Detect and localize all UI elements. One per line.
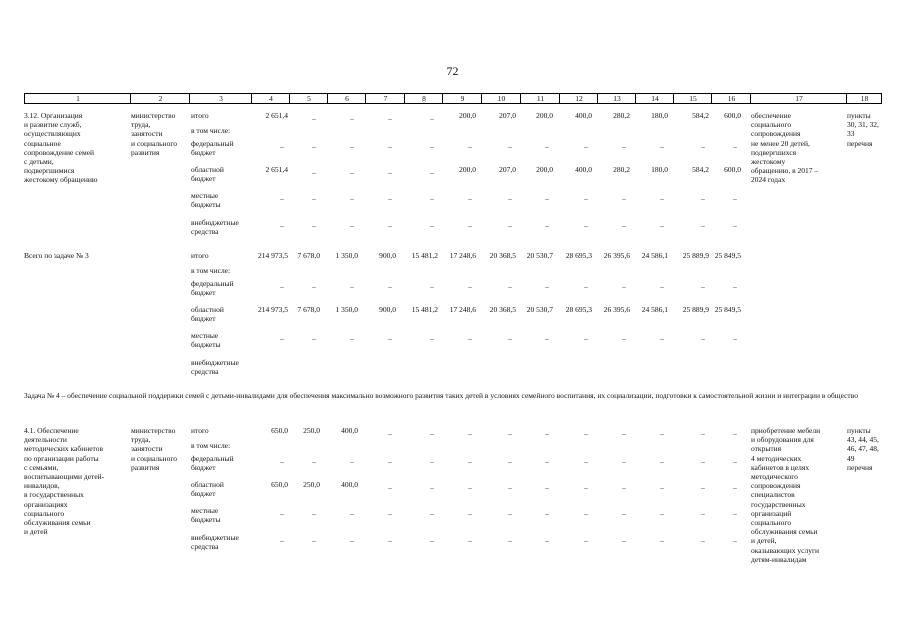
column-divider (130, 94, 131, 103)
cell-value: – (660, 142, 664, 151)
cell-value: – (350, 334, 354, 343)
cell-value: 17 248,6 (449, 251, 476, 260)
cell-value: – (430, 221, 434, 230)
funding-source: итого (191, 111, 209, 120)
cell-value: 25 849,5 (714, 305, 741, 314)
funding-source: областной бюджет (191, 165, 224, 184)
cell-value: – (280, 142, 284, 151)
cell-value: – (350, 221, 354, 230)
cell-value: – (733, 334, 737, 343)
column-header-5: 5 (307, 94, 311, 103)
cell-value: – (350, 282, 354, 291)
cell-value: 250,0 (303, 480, 320, 489)
cell-value: – (545, 509, 549, 518)
cell-value: 584,2 (692, 111, 709, 120)
cell-value: 15 481,2 (411, 251, 438, 260)
funding-source: областной бюджет (191, 480, 224, 499)
cell-value: – (622, 334, 626, 343)
funding-source: федеральный бюджет (191, 279, 234, 298)
cell-value: – (388, 334, 392, 343)
cell-value: 20 368,5 (489, 305, 516, 314)
cell-value: – (701, 457, 705, 466)
cell-value: – (388, 114, 392, 123)
cell-value: – (430, 509, 434, 518)
column-divider (520, 94, 521, 103)
cell-value: – (350, 457, 354, 466)
page-number: 72 (446, 64, 459, 78)
funding-source: местные бюджеты (191, 506, 221, 525)
cell-value: – (430, 334, 434, 343)
column-divider (597, 94, 598, 103)
cell-value: – (701, 509, 705, 518)
cell-value: – (468, 334, 472, 343)
cell-value: 214 973,5 (258, 305, 288, 314)
cell-value: 650,0 (271, 426, 288, 435)
cell-value: – (622, 194, 626, 203)
cell-value: – (660, 509, 664, 518)
cell-value: – (622, 509, 626, 518)
cell-value: – (430, 194, 434, 203)
cell-value: – (468, 282, 472, 291)
cell-value: – (280, 194, 284, 203)
cell-value: 17 248,6 (449, 305, 476, 314)
measure-name: 3.12. Организация и развитие служб, осуществляющих социальное сопровождение семей с детьми, подвергшимися жестокому обращению (24, 111, 98, 185)
cell-value: – (660, 221, 664, 230)
cell-value: – (468, 142, 472, 151)
funding-source: в том числе: (191, 266, 231, 275)
cell-value: – (312, 221, 316, 230)
funding-source: областной бюджет (191, 305, 224, 324)
cell-value: – (508, 429, 512, 438)
cell-value: – (545, 194, 549, 203)
cell-value: – (701, 536, 705, 545)
cell-value: – (468, 536, 472, 545)
column-header-4: 4 (269, 94, 273, 103)
funding-source: местные бюджеты (191, 331, 221, 350)
cell-value: – (468, 194, 472, 203)
cell-value: 200,0 (459, 111, 476, 120)
cell-value: 180,0 (651, 111, 668, 120)
cell-value: – (468, 221, 472, 230)
cell-value: – (388, 429, 392, 438)
cell-value: – (430, 142, 434, 151)
cell-value: – (701, 282, 705, 291)
cell-value: – (701, 142, 705, 151)
cell-value: – (388, 509, 392, 518)
cell-value: – (468, 457, 472, 466)
column-divider (635, 94, 636, 103)
column-header-12: 12 (575, 94, 583, 103)
cell-value: 900,0 (379, 251, 396, 260)
cell-value: – (280, 221, 284, 230)
funding-source: внебюджетные средства (191, 218, 239, 237)
cell-value: 400,0 (341, 480, 358, 489)
cell-value: – (622, 483, 626, 492)
cell-value: – (350, 536, 354, 545)
column-header-2: 2 (158, 94, 163, 103)
cell-value: – (468, 509, 472, 518)
column-divider (404, 94, 405, 103)
cell-value: 600,0 (724, 165, 741, 174)
cell-value: – (584, 282, 588, 291)
cell-value: – (622, 221, 626, 230)
cell-value: – (388, 168, 392, 177)
cell-value: – (508, 334, 512, 343)
cell-value: 207,0 (499, 111, 516, 120)
cell-value: – (280, 334, 284, 343)
cell-value: 250,0 (303, 426, 320, 435)
cell-value: – (312, 282, 316, 291)
column-divider (846, 94, 847, 103)
cell-value: 584,2 (692, 165, 709, 174)
cell-value: – (584, 429, 588, 438)
cell-value: – (584, 334, 588, 343)
cell-value: – (545, 429, 549, 438)
cell-value: 20 530,7 (526, 251, 553, 260)
funding-source: итого (191, 251, 209, 260)
cell-value: – (280, 509, 284, 518)
cell-value: 1 350,0 (335, 251, 358, 260)
cell-value: – (660, 536, 664, 545)
cell-value: – (701, 429, 705, 438)
column-header-17: 17 (795, 94, 803, 103)
cell-value: – (508, 457, 512, 466)
cell-value: 280,2 (613, 165, 630, 174)
cell-value: – (508, 282, 512, 291)
cell-value: – (660, 194, 664, 203)
column-header-18: 18 (860, 94, 869, 103)
cell-value: – (660, 457, 664, 466)
cell-value: – (430, 457, 434, 466)
cell-value: – (280, 536, 284, 545)
cell-value: – (508, 194, 512, 203)
column-header-16: 16 (727, 94, 736, 103)
executor: министерство труда, занятости и социального развития (131, 426, 177, 472)
cell-value: 7 678,0 (297, 251, 320, 260)
cell-value: – (545, 221, 549, 230)
cell-value: – (508, 142, 512, 151)
cell-value: – (584, 483, 588, 492)
cell-value: – (388, 457, 392, 466)
plan-points: пункты 43, 44, 45, 46, 47, 48, 49 перечня (847, 426, 879, 472)
cell-value: – (584, 509, 588, 518)
measure-name: Всего по задаче № 3 (24, 251, 89, 260)
cell-value: – (733, 483, 737, 492)
funding-source: внебюджетные средства (191, 358, 239, 377)
cell-value: 1 350,0 (335, 305, 358, 314)
funding-source: в том числе: (191, 126, 231, 135)
cell-value: – (350, 194, 354, 203)
cell-value: – (584, 142, 588, 151)
cell-value: – (733, 221, 737, 230)
expected-result: приобретение мебели и оборудования для открытия 4 методических кабинетов в целях методического сопровождения специалистов государственных организаций социального обслуживания семьи и детей, оказывающих услуги детям-инвалидам (751, 426, 821, 564)
cell-value: 280,2 (613, 111, 630, 120)
cell-value: – (468, 429, 472, 438)
column-header-10: 10 (497, 94, 506, 103)
cell-value: – (312, 334, 316, 343)
cell-value: – (388, 483, 392, 492)
cell-value: – (622, 429, 626, 438)
cell-value: 214 973,5 (258, 251, 288, 260)
cell-value: 2 651,4 (265, 165, 288, 174)
column-header-15: 15 (689, 94, 697, 103)
cell-value: – (280, 282, 284, 291)
cell-value: – (660, 429, 664, 438)
cell-value: – (660, 483, 664, 492)
cell-value: 400,0 (341, 426, 358, 435)
funding-source: итого (191, 426, 209, 435)
column-header-11: 11 (536, 94, 545, 103)
funding-source: федеральный бюджет (191, 454, 234, 473)
cell-value: 180,0 (651, 165, 668, 174)
cell-value: – (350, 509, 354, 518)
cell-value: – (733, 194, 737, 203)
cell-value: – (733, 282, 737, 291)
column-divider (289, 94, 290, 103)
cell-value: – (430, 282, 434, 291)
cell-value: – (622, 142, 626, 151)
column-header-14: 14 (651, 94, 659, 103)
cell-value: – (388, 142, 392, 151)
cell-value: – (312, 142, 316, 151)
cell-value: – (584, 221, 588, 230)
column-divider (750, 94, 751, 103)
cell-value: – (468, 483, 472, 492)
column-header-8: 8 (422, 94, 426, 103)
cell-value: 200,0 (459, 165, 476, 174)
column-divider (365, 94, 366, 103)
cell-value: 24 586,1 (641, 305, 668, 314)
cell-value: 24 586,1 (641, 251, 668, 260)
cell-value: – (545, 536, 549, 545)
cell-value: 207,0 (499, 165, 516, 174)
column-divider (711, 94, 712, 103)
cell-value: – (350, 114, 354, 123)
executor: министерство труда, занятости и социального развития (131, 111, 177, 157)
cell-value: – (312, 536, 316, 545)
cell-value: – (545, 457, 549, 466)
cell-value: 400,0 (575, 111, 592, 120)
cell-value: – (622, 536, 626, 545)
cell-value: – (622, 457, 626, 466)
cell-value: – (430, 168, 434, 177)
task4-heading: Задача № 4 – обеспечение социальной поддержки семей с детьми-инвалидами для обеспечения максимально возможного развития таких детей в условиях семейного воспитания, их социализации, подготовки к самостоятельной жизни и интеграции в общество (24, 391, 858, 400)
cell-value: – (545, 142, 549, 151)
cell-value: – (312, 194, 316, 203)
column-number-header (24, 93, 882, 104)
cell-value: – (430, 114, 434, 123)
cell-value: – (545, 334, 549, 343)
cell-value: 25 849,5 (714, 251, 741, 260)
column-header-7: 7 (383, 94, 388, 103)
cell-value: 200,0 (536, 165, 553, 174)
column-header-6: 6 (345, 94, 349, 103)
cell-value: – (508, 536, 512, 545)
cell-value: – (388, 536, 392, 545)
column-header-9: 9 (460, 94, 465, 103)
cell-value: – (701, 483, 705, 492)
cell-value: 2 651,4 (265, 111, 288, 120)
column-divider (442, 94, 443, 103)
column-divider (673, 94, 674, 103)
cell-value: – (350, 168, 354, 177)
cell-value: 600,0 (724, 111, 741, 120)
column-header-1: 1 (76, 94, 80, 103)
cell-value: 200,0 (536, 111, 553, 120)
cell-value: 25 889,9 (682, 251, 709, 260)
cell-value: – (733, 142, 737, 151)
cell-value: – (545, 483, 549, 492)
column-divider (189, 94, 190, 103)
cell-value: 25 889,9 (682, 305, 709, 314)
cell-value: 7 678,0 (297, 305, 320, 314)
cell-value: – (660, 334, 664, 343)
cell-value: – (622, 282, 626, 291)
funding-source: местные бюджеты (191, 191, 221, 210)
cell-value: – (388, 194, 392, 203)
cell-value: – (701, 194, 705, 203)
cell-value: – (350, 142, 354, 151)
cell-value: – (388, 282, 392, 291)
column-header-13: 13 (613, 94, 621, 103)
cell-value: 650,0 (271, 480, 288, 489)
cell-value: 400,0 (575, 165, 592, 174)
expected-result: обеспечение социального сопровождения не менее 20 детей, подвергшихся жестокому обращению, в 2017 – 2024 годах (751, 111, 819, 185)
cell-value: – (545, 282, 549, 291)
cell-value: – (508, 483, 512, 492)
cell-value: – (733, 429, 737, 438)
cell-value: – (733, 509, 737, 518)
cell-value: – (584, 194, 588, 203)
cell-value: – (733, 536, 737, 545)
cell-value: – (312, 457, 316, 466)
cell-value: 900,0 (379, 305, 396, 314)
cell-value: – (508, 509, 512, 518)
funding-source: в том числе: (191, 441, 231, 450)
cell-value: 28 695,3 (565, 251, 592, 260)
measure-name: 4.1. Обеспечение деятельности методических кабинетов по организации работы с семьями, воспитывающими детей- инвалидов, в государственных организациях социального обслуживания семьи и детей (24, 426, 105, 537)
cell-value: – (733, 457, 737, 466)
cell-value: – (508, 221, 512, 230)
cell-value: 20 530,7 (526, 305, 553, 314)
cell-value: – (312, 168, 316, 177)
cell-value: – (312, 509, 316, 518)
cell-value: 26 395,6 (603, 305, 630, 314)
funding-source: федеральный бюджет (191, 139, 234, 158)
cell-value: 28 695,3 (565, 305, 592, 314)
column-header-3: 3 (219, 94, 223, 103)
cell-value: – (701, 334, 705, 343)
column-divider (481, 94, 482, 103)
cell-value: – (660, 282, 664, 291)
cell-value: – (430, 429, 434, 438)
cell-value: – (430, 483, 434, 492)
cell-value: – (584, 536, 588, 545)
cell-value: – (312, 114, 316, 123)
cell-value: 26 395,6 (603, 251, 630, 260)
funding-source: внебюджетные средства (191, 533, 239, 552)
cell-value: 20 368,5 (489, 251, 516, 260)
column-divider (251, 94, 252, 103)
column-divider (327, 94, 328, 103)
cell-value: – (280, 457, 284, 466)
column-divider (559, 94, 560, 103)
plan-points: пункты 30, 31, 32, 33 перечня (847, 111, 879, 148)
cell-value: 15 481,2 (411, 305, 438, 314)
cell-value: – (430, 536, 434, 545)
cell-value: – (584, 457, 588, 466)
cell-value: – (388, 221, 392, 230)
cell-value: – (701, 221, 705, 230)
